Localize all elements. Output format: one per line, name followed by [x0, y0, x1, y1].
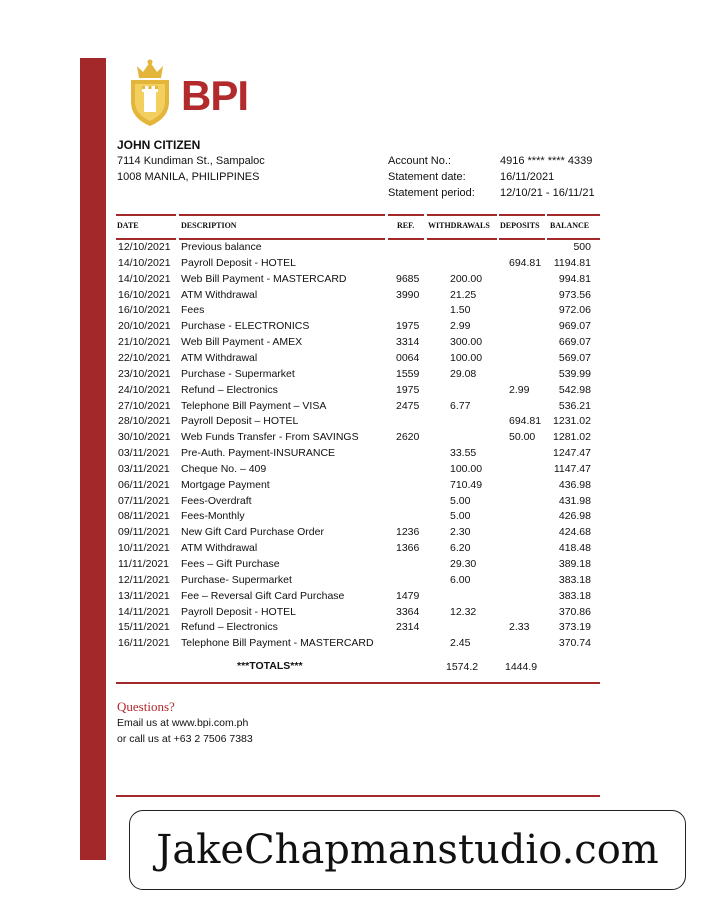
cell-description: Fees-Overdraft	[181, 494, 252, 507]
contact-email-line: Email us at www.bpi.com.ph	[117, 717, 249, 729]
cell-description: Telephone Bill Payment – VISA	[181, 399, 327, 412]
table-row	[0, 542, 702, 558]
bank-name: BPI	[181, 72, 249, 119]
column-header-withdrawals: WITHDRAWALS	[428, 221, 490, 230]
cell-description: Mortgage Payment	[181, 478, 270, 491]
cell-description: Fee – Reversal Gift Card Purchase	[181, 589, 345, 602]
cell-ref: 3314	[396, 336, 420, 349]
table-row	[0, 495, 702, 511]
table-row	[0, 273, 702, 289]
cell-withdrawal: 6.00	[450, 573, 471, 586]
cell-balance: 973.56	[558, 288, 591, 301]
cell-ref: 2620	[396, 431, 420, 444]
column-header-date: DATE	[117, 221, 139, 230]
cell-ref: 3364	[396, 605, 420, 618]
cell-date: 07/11/2021	[118, 494, 170, 507]
cell-description: Refund – Electronics	[181, 621, 278, 634]
cell-withdrawal: 6.77	[450, 399, 471, 412]
cell-withdrawal: 33.55	[450, 447, 477, 460]
cell-balance: 1281.02	[553, 431, 591, 444]
address-line-1: 7114 Kundiman St., Sampaloc	[117, 155, 265, 167]
cell-date: 22/10/2021	[118, 351, 171, 364]
cell-date: 23/10/2021	[118, 367, 171, 380]
column-header-description: DESCRIPTION	[181, 221, 237, 230]
header-rule-description	[179, 214, 385, 216]
cell-description: ATM Withdrawal	[181, 542, 258, 555]
footer-divider	[116, 795, 600, 797]
table-row	[0, 289, 702, 305]
cell-date: 28/10/2021	[118, 415, 171, 428]
cell-withdrawal: 1.50	[450, 304, 471, 317]
cell-withdrawal: 100.00	[450, 462, 483, 475]
cell-balance: 969.07	[558, 320, 591, 333]
statement-period-label: Statement period:	[388, 187, 475, 199]
cell-balance: 972.06	[558, 304, 591, 317]
cell-date: 27/10/2021	[118, 399, 171, 412]
cell-date: 12/11/2021	[118, 573, 170, 586]
cell-withdrawal: 6.20	[450, 542, 471, 555]
column-header-ref: REF.	[397, 221, 415, 230]
cell-description: Purchase - ELECTRONICS	[181, 320, 310, 333]
cell-ref: 9685	[396, 272, 420, 285]
cell-withdrawal: 2.30	[450, 526, 471, 539]
cell-balance: 1194.81	[553, 256, 591, 269]
header-rule-ref	[388, 214, 424, 216]
totals-withdrawals: 1574.2	[446, 661, 479, 673]
cell-balance: 1247.47	[553, 447, 591, 460]
cell-balance: 994.81	[558, 272, 591, 285]
cell-balance: 569.07	[558, 351, 591, 364]
cell-date: 16/10/2021	[118, 288, 171, 301]
table-row	[0, 352, 702, 368]
cell-date: 24/10/2021	[118, 383, 171, 396]
cell-balance: 536.21	[558, 399, 591, 412]
cell-description: Fees-Monthly	[181, 510, 245, 523]
cell-ref: 1366	[396, 542, 420, 555]
header-bottom-rule-withdrawals	[427, 238, 497, 240]
cell-balance: 424.68	[558, 526, 591, 539]
cell-deposit: 694.81	[509, 415, 542, 428]
cell-withdrawal: 29.30	[450, 558, 477, 570]
cell-description: New Gift Card Purchase Order	[181, 526, 324, 539]
header-bottom-rule-date	[116, 238, 176, 240]
table-row	[0, 304, 702, 320]
table-row	[0, 368, 702, 384]
header-rule-date	[116, 214, 176, 216]
table-row	[0, 447, 702, 463]
cell-date: 06/11/2021	[118, 478, 170, 491]
cell-balance: 669.07	[558, 336, 591, 349]
cell-withdrawal: 29.08	[450, 367, 477, 380]
questions-heading: Questions?	[117, 699, 175, 714]
cell-withdrawal: 5.00	[450, 494, 471, 507]
cell-date: 14/10/2021	[118, 272, 171, 285]
cell-withdrawal: 200.00	[450, 272, 483, 285]
cell-date: 11/11/2021	[118, 558, 169, 570]
cell-balance: 373.19	[558, 621, 591, 634]
cell-balance: 370.74	[558, 637, 591, 650]
table-row	[0, 384, 702, 400]
cell-description: ATM Withdrawal	[181, 288, 258, 301]
cell-withdrawal: 100.00	[450, 351, 483, 364]
bpi-crest-icon	[125, 58, 175, 128]
cell-ref: 1975	[396, 320, 420, 333]
table-row	[0, 637, 702, 653]
cell-description: ATM Withdrawal	[181, 351, 258, 364]
table-row	[0, 574, 702, 590]
cell-date: 09/11/2021	[118, 526, 170, 539]
cell-date: 20/10/2021	[118, 320, 171, 333]
cell-description: Payroll Deposit - HOTEL	[181, 256, 296, 269]
column-header-balance: BALANCE	[550, 221, 590, 230]
cell-deposit: 694.81	[509, 256, 542, 269]
cell-date: 13/11/2021	[118, 589, 170, 602]
cell-date: 15/11/2021	[118, 621, 170, 634]
statement-date-value: 16/11/2021	[500, 171, 555, 183]
header-bottom-rule-balance	[547, 238, 600, 240]
table-row	[0, 463, 702, 479]
cell-date: 14/11/2021	[118, 605, 170, 618]
cell-balance: 539.99	[558, 367, 591, 380]
cell-ref: 2475	[396, 399, 420, 412]
cell-description: Payroll Deposit - HOTEL	[181, 605, 296, 618]
table-row	[0, 336, 702, 352]
cell-balance: 431.98	[558, 494, 591, 507]
table-row	[0, 558, 702, 574]
table-row	[0, 400, 702, 416]
cell-date: 16/11/2021	[118, 637, 170, 650]
cell-date: 10/11/2021	[118, 542, 170, 555]
watermark-box	[129, 810, 686, 890]
cell-withdrawal: 12.32	[450, 605, 477, 618]
account-number-value: 4916 **** **** 4339	[500, 155, 593, 167]
cell-description: Purchase- Supermarket	[181, 573, 292, 586]
watermark-text: JakeChapmanstudio.com	[156, 827, 659, 873]
totals-divider	[116, 682, 600, 684]
column-header-deposits: DEPOSITS	[500, 221, 540, 230]
contact-phone-line: or call us at +63 2 7506 7383	[117, 733, 253, 745]
cell-ref: 1975	[396, 383, 420, 396]
cell-balance: 426.98	[558, 510, 591, 523]
table-row	[0, 479, 702, 495]
cell-description: Fees	[181, 304, 205, 317]
table-row	[0, 510, 702, 526]
cell-description: Web Bill Payment - MASTERCARD	[181, 272, 347, 285]
cell-deposit: 2.99	[509, 383, 530, 396]
cell-description: Refund – Electronics	[181, 383, 278, 396]
cell-ref: 1559	[396, 367, 420, 380]
statement-period-value: 12/10/21 - 16/11/21	[500, 187, 595, 199]
cell-withdrawal: 2.45	[450, 637, 471, 650]
cell-balance: 542.98	[558, 383, 591, 396]
cell-withdrawal: 710.49	[450, 478, 483, 491]
cell-description: Telephone Bill Payment - MASTERCARD	[181, 637, 374, 650]
cell-description: Cheque No. – 409	[181, 462, 267, 475]
cell-balance: 436.98	[558, 478, 591, 491]
table-row	[0, 257, 702, 273]
cell-balance: 1147.47	[553, 462, 591, 475]
header-rule-deposits	[499, 214, 545, 216]
cell-date: 12/10/2021	[118, 241, 171, 253]
cell-description: Web Bill Payment - AMEX	[181, 336, 303, 349]
cell-description: Payroll Deposit – HOTEL	[181, 415, 299, 428]
cell-balance: 500	[573, 241, 591, 253]
address-line-2: 1008 MANILA, PHILIPPINES	[117, 171, 260, 183]
table-row	[0, 621, 702, 637]
header-rule-withdrawals	[427, 214, 497, 216]
cell-withdrawal: 5.00	[450, 510, 471, 523]
cell-ref: 2314	[396, 621, 420, 634]
cell-date: 21/10/2021	[118, 336, 171, 349]
cell-balance: 418.48	[558, 542, 591, 555]
cell-balance: 383.18	[558, 589, 591, 602]
cell-description: Web Funds Transfer - From SAVINGS	[181, 431, 359, 444]
header-bottom-rule-deposits	[499, 238, 545, 240]
cell-description: Pre-Auth. Payment-INSURANCE	[181, 447, 336, 460]
cell-date: 03/11/2021	[118, 447, 170, 460]
cell-description: Previous balance	[181, 241, 262, 253]
cell-date: 08/11/2021	[118, 510, 170, 523]
table-row	[0, 320, 702, 336]
table-row	[0, 415, 702, 431]
cell-date: 30/10/2021	[118, 431, 171, 444]
cell-date: 03/11/2021	[118, 462, 170, 475]
cell-balance: 370.86	[558, 605, 591, 618]
cell-deposit: 2.33	[509, 621, 530, 634]
cell-balance: 389.18	[558, 558, 591, 570]
account-number-label: Account No.:	[388, 155, 451, 167]
cell-ref: 1236	[396, 526, 420, 539]
cell-description: Fees – Gift Purchase	[181, 558, 280, 570]
table-row	[0, 590, 702, 606]
totals-deposits: 1444.9	[505, 661, 538, 673]
table-row	[0, 526, 702, 542]
cell-ref: 3990	[396, 288, 420, 301]
header-rule-balance	[547, 214, 600, 216]
totals-label: ***TOTALS***	[237, 660, 303, 672]
table-row	[0, 241, 702, 257]
cell-balance: 1231.02	[553, 415, 591, 428]
cell-deposit: 50.00	[509, 431, 536, 444]
cell-balance: 383.18	[558, 573, 591, 586]
header-bottom-rule-ref	[388, 238, 424, 240]
cell-withdrawal: 21.25	[450, 288, 477, 301]
cell-date: 16/10/2021	[118, 304, 171, 317]
cell-withdrawal: 300.00	[450, 336, 483, 349]
cell-date: 14/10/2021	[118, 256, 171, 269]
cell-withdrawal: 2.99	[450, 320, 471, 333]
cell-ref: 0064	[396, 351, 420, 364]
cell-ref: 1479	[396, 589, 420, 602]
customer-name: JOHN CITIZEN	[117, 138, 201, 152]
cell-description: Purchase - Supermarket	[181, 367, 295, 380]
bpi-logo	[125, 58, 265, 130]
table-row	[0, 606, 702, 622]
table-row	[0, 431, 702, 447]
statement-date-label: Statement date:	[388, 171, 466, 183]
header-bottom-rule-description	[179, 238, 385, 240]
